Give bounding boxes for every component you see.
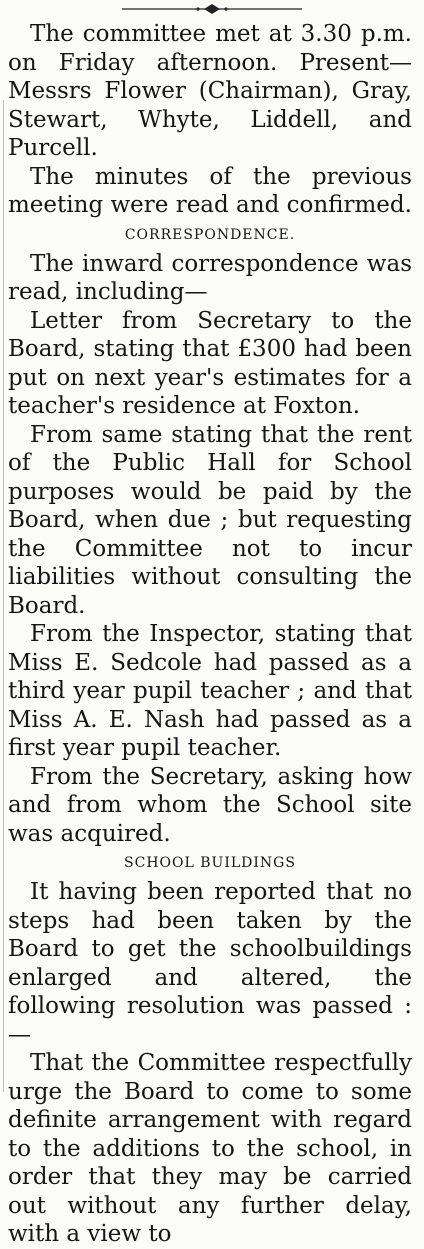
letter-secretary-paragraph: Letter from Secretary to the Board, stating that £300 had been put on next year's estimates for a teacher's residence at Foxton.: [8, 307, 412, 419]
correspondence-heading: CORRESPONDENCE.: [124, 226, 296, 243]
ornamental-divider-icon: [122, 2, 302, 16]
buildings-paragraph: It having been reported that no steps had been taken by the Board to get the schoolbuildings enlarged and altered, the following resolution was passed :—: [8, 879, 412, 1048]
letter-site-paragraph: From the Secretary, asking how and from whom the School site was acquired.: [8, 763, 412, 847]
article-column: [8, 20, 412, 1249]
letter-inspector-paragraph: From the Inspector, stating that Miss E. Sedcole had passed as a third year pupil teacher ; and that Miss A. E. Nash had passed as a first year pupil teacher.: [8, 621, 412, 761]
buildings-heading: SCHOOL BUILDINGS: [124, 855, 296, 871]
letter-hall-paragraph: From same stating that the rent of the Public Hall for School purposes would be paid by the Board, when due ; but requesting the Committee not to incur liabilities without consulting the Board.: [8, 421, 412, 619]
inward-paragraph: The inward correspondence was read, including—: [8, 250, 412, 305]
resolution-paragraph: That the Committee respectfully urge the Board to come to some definite arrangement with regard to the additions to the school, in order that they may be carried out without any further delay, with a view to: [8, 1050, 412, 1247]
opening-paragraph: The committee met at 3.30 p.m. on Friday afternoon. Present—Messrs Flower (Chairman), Gray, Stewart, Whyte, Liddell, and Purcell.: [8, 21, 412, 161]
column-rule: [3, 100, 4, 1092]
minutes-paragraph: The minutes of the previous meeting were read and confirmed.: [8, 163, 412, 218]
